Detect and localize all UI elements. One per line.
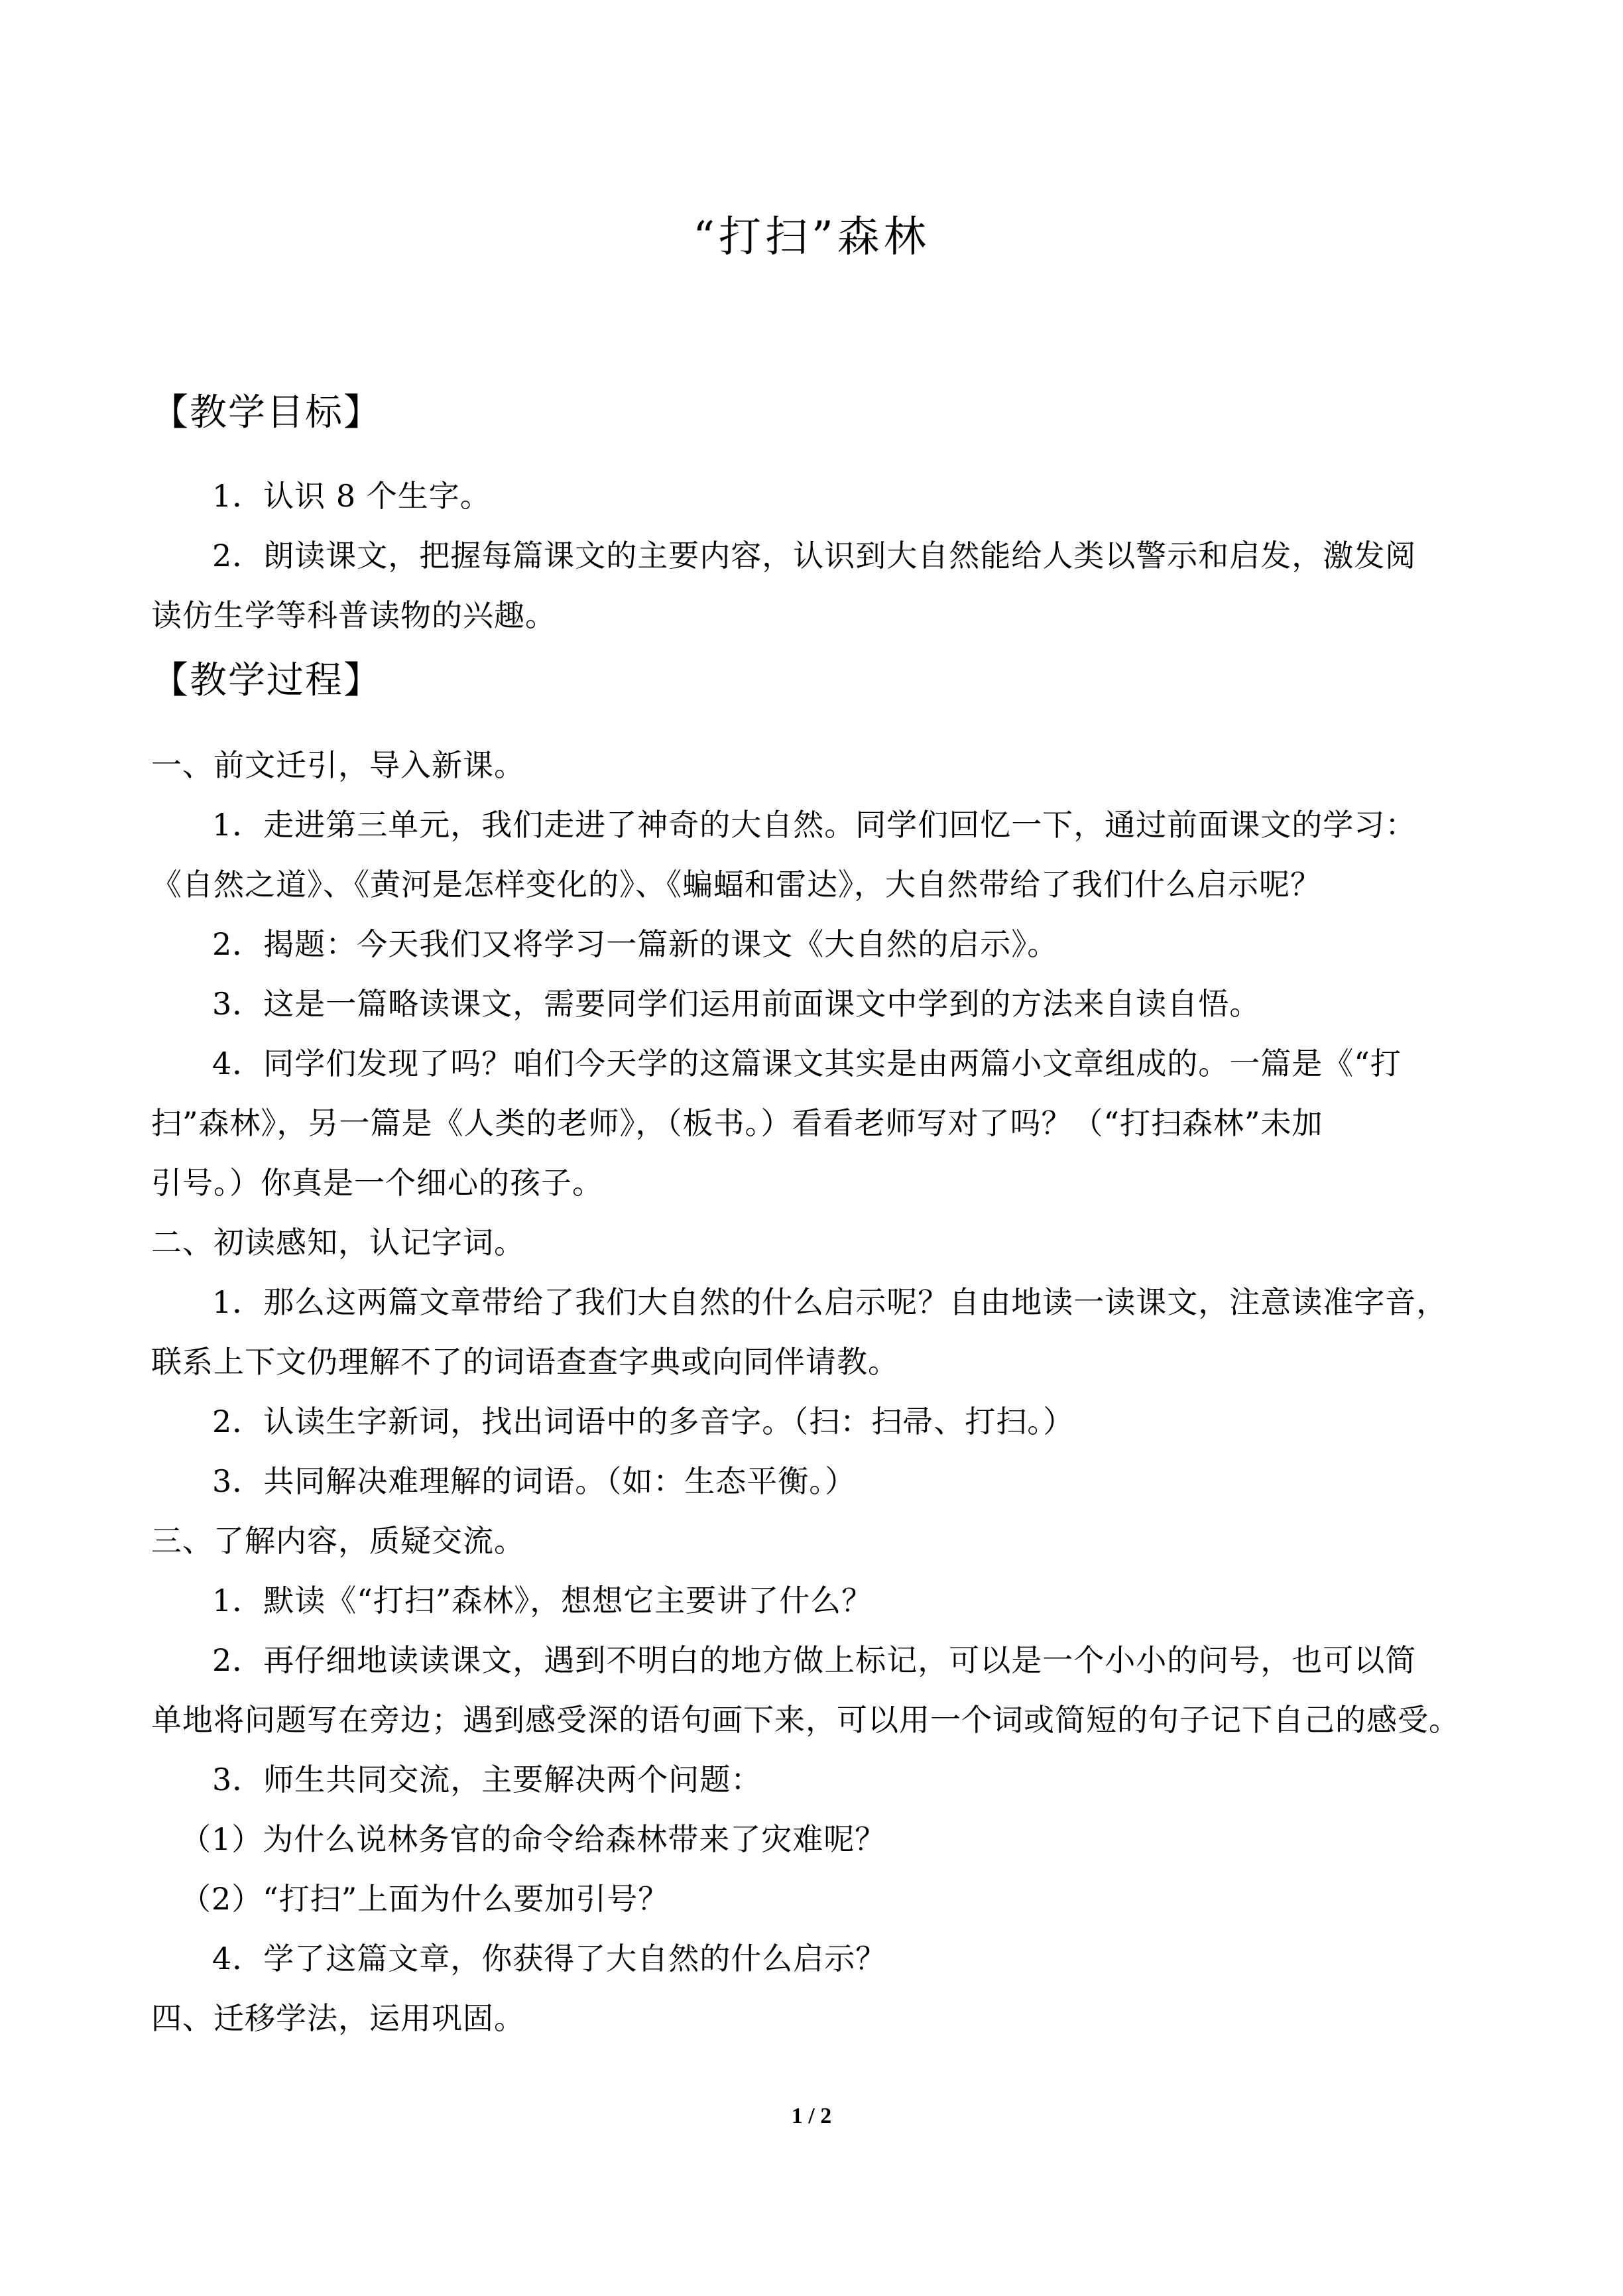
section-3-paragraph-4: 4．学了这篇文章，你获得了大自然的什么启示？ <box>212 1941 887 1976</box>
heading-objectives: 【教学目标】 <box>151 391 382 434</box>
section-3-title: 三、了解内容，质疑交流。 <box>151 1523 525 1559</box>
section-3-question-1: （1）为什么说林务官的命令给森林带来了灾难呢？ <box>180 1821 886 1857</box>
heading-process: 【教学过程】 <box>151 659 382 702</box>
section-2-paragraph-1-line-2: 联系上下文仍理解不了的词语查查字典或向同伴请教。 <box>151 1344 899 1380</box>
section-1-paragraph-1-line-2: 《自然之道》、《黄河是怎样变化的》、《蝙蝠和雷达》，大自然带给了我们什么启示呢？ <box>151 867 1321 902</box>
section-3-paragraph-1: 1．默读《“打扫”森林》，想想它主要讲了什么？ <box>212 1583 873 1618</box>
section-3-paragraph-2-line-2: 单地将问题写在旁边；遇到感受深的语句画下来，可以用一个词或简短的句子记下自己的感受。 <box>151 1702 1460 1738</box>
section-2-paragraph-1-line-1: 1．那么这两篇文章带给了我们大自然的什么启示呢？自由地读一读课文，注意读准字音， <box>212 1284 1448 1320</box>
section-1-paragraph-3: 3．这是一篇略读课文，需要同学们运用前面课文中学到的方法来自读自悟。 <box>212 986 1261 1022</box>
objective-item-2-line-2: 读仿生学等科普读物的兴趣。 <box>151 597 556 633</box>
section-1-paragraph-2: 2．揭题：今天我们又将学习一篇新的课文《大自然的启示》。 <box>212 926 1059 962</box>
section-3-paragraph-2-line-1: 2．再仔细地读读课文，遇到不明白的地方做上标记，可以是一个小小的问号，也可以简 <box>212 1642 1417 1678</box>
objective-item-1: 1．认识 8 个生字。 <box>212 478 491 514</box>
document-title: “打扫”森林 <box>693 213 930 262</box>
section-1-paragraph-1-line-1: 1．走进第三单元，我们走进了神奇的大自然。同学们回忆一下，通过前面课文的学习： <box>212 807 1417 843</box>
page-number: 1 / 2 <box>791 2104 832 2128</box>
objective-item-2-line-1: 2．朗读课文，把握每篇课文的主要内容，认识到大自然能给人类以警示和启发，激发阅 <box>212 538 1417 574</box>
section-2-paragraph-3: 3．共同解决难理解的词语。（如：生态平衡。） <box>212 1463 857 1499</box>
section-3-question-2: （2）“打扫”上面为什么要加引号？ <box>180 1881 670 1917</box>
section-1-title: 一、前文迁引，导入新课。 <box>151 747 525 783</box>
section-1-paragraph-4-line-2: 扫”森林》，另一篇是《人类的老师》，（板书。）看看老师写对了吗？（“打扫森林”未加 <box>151 1105 1323 1141</box>
section-3-paragraph-3: 3．师生共同交流，主要解决两个问题： <box>212 1762 762 1797</box>
section-1-paragraph-4-line-1: 4．同学们发现了吗？咱们今天学的这篇课文其实是由两篇小文章组成的。一篇是《“打 <box>212 1046 1402 1081</box>
section-2-paragraph-2: 2．认读生字新词，找出词语中的多音字。（扫：扫帚、打扫。） <box>212 1404 1075 1439</box>
section-4-title: 四、迁移学法，运用巩固。 <box>151 2000 525 2036</box>
section-2-title: 二、初读感知，认记字词。 <box>151 1225 525 1260</box>
section-1-paragraph-4-line-3: 引号。）你真是一个细心的孩子。 <box>151 1165 603 1201</box>
